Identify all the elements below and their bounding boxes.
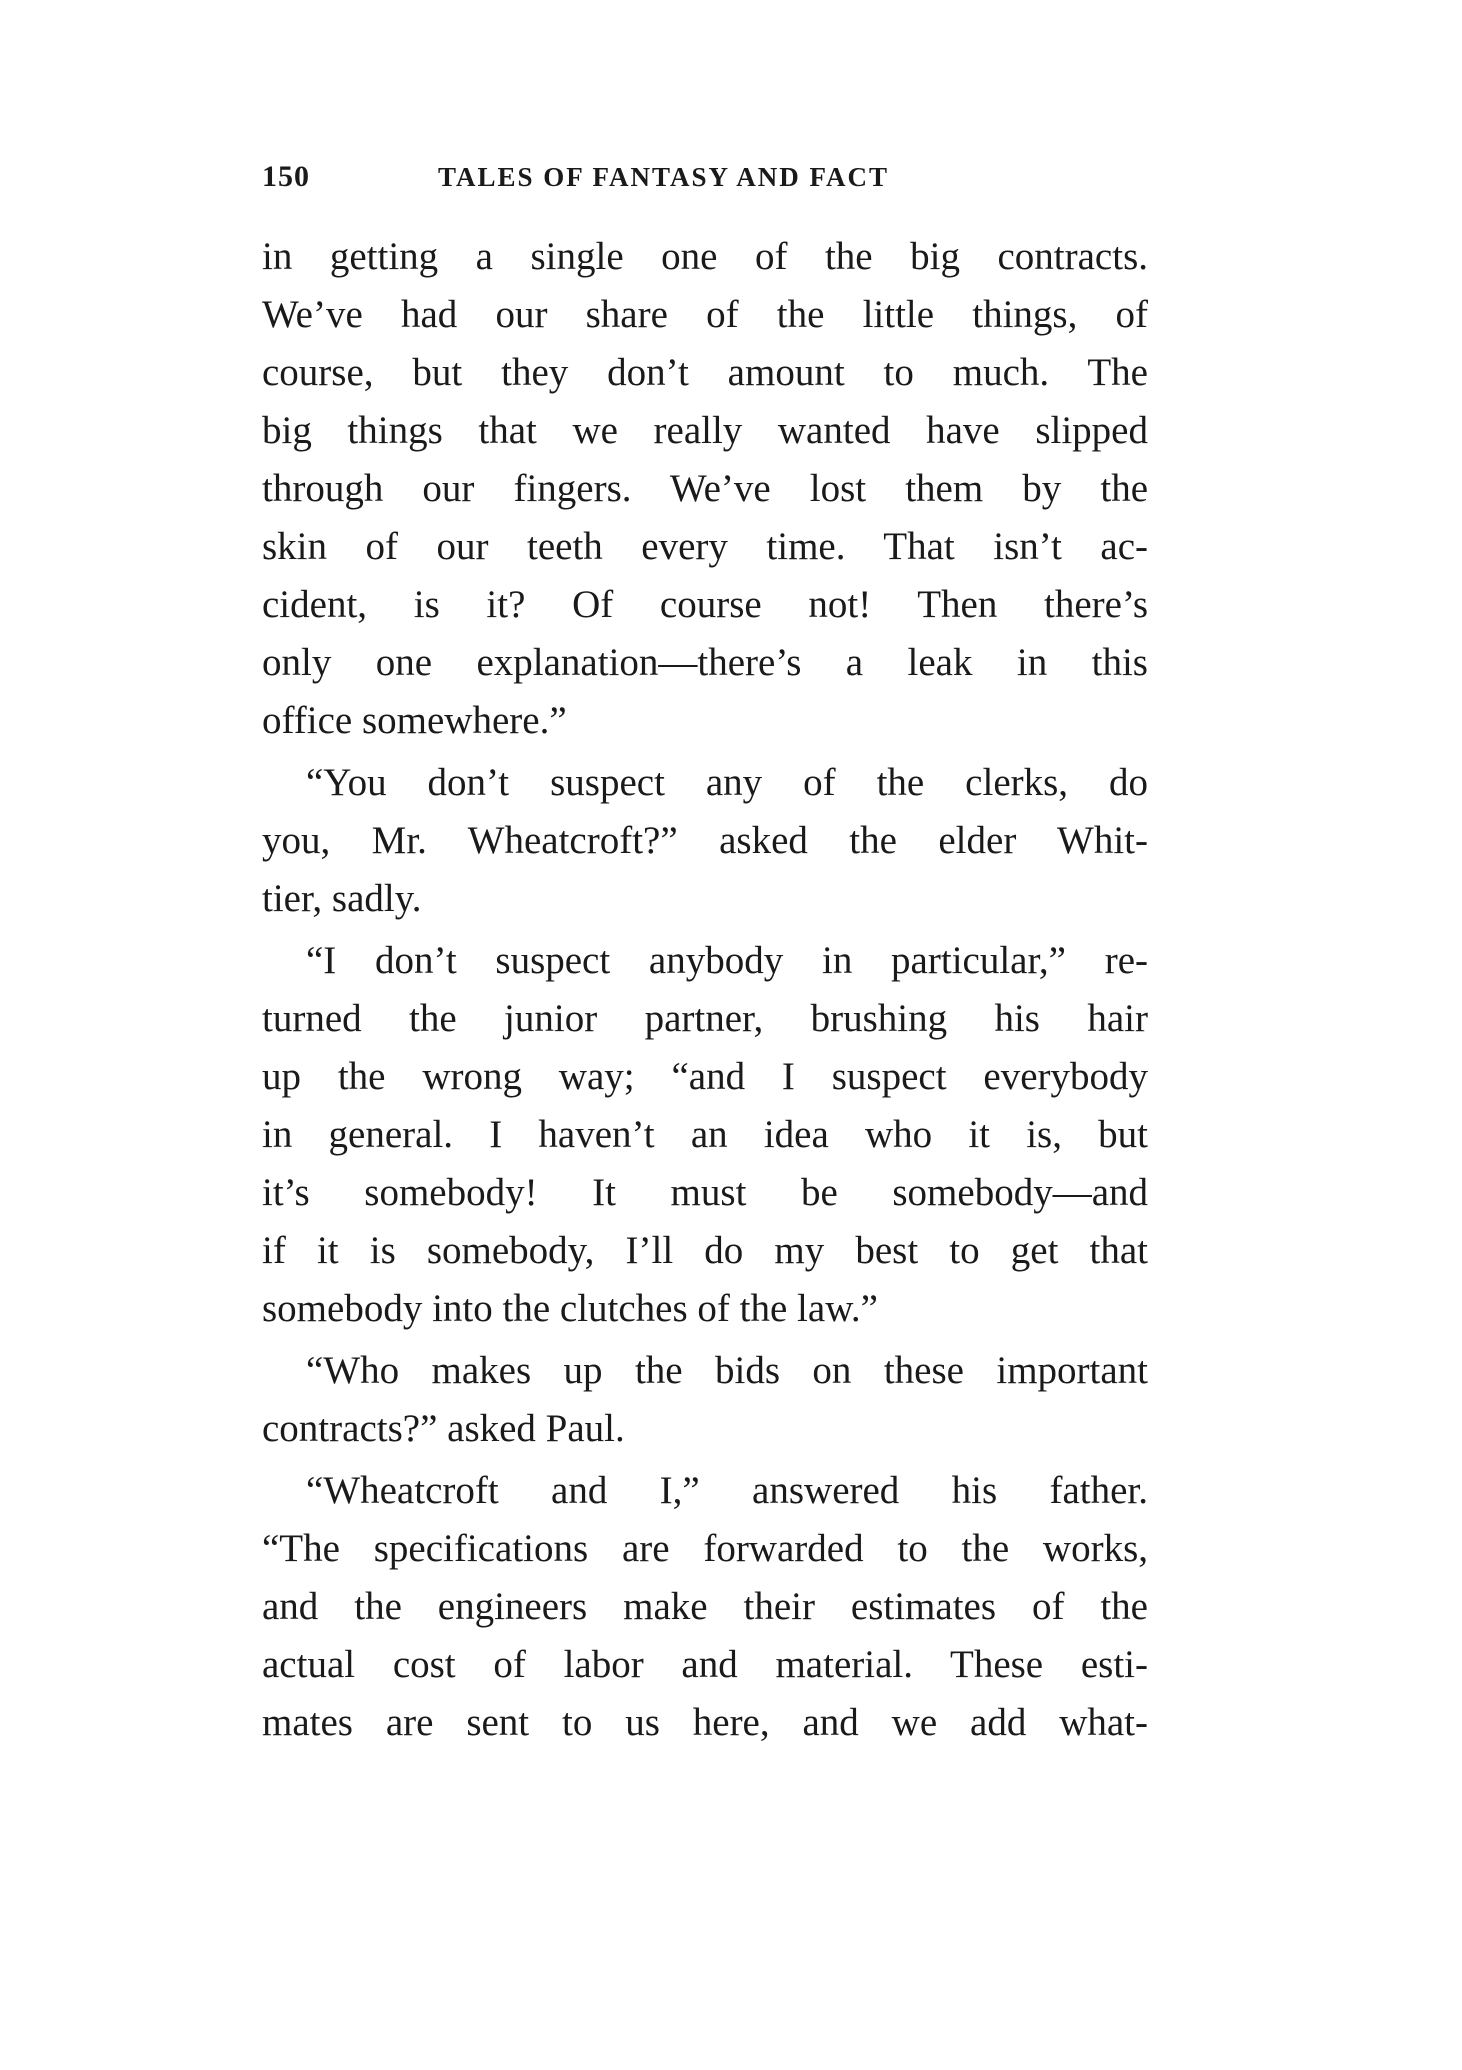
text-line: turned the junior partner, brushing his hair <box>262 997 1148 1040</box>
text-line: through our fingers. We’ve lost them by the <box>262 467 1148 510</box>
text-line: actual cost of labor and material. These esti- <box>262 1643 1148 1686</box>
text-line: “You don’t suspect any of the clerks, do <box>306 761 1148 804</box>
text-line: “Wheatcroft and I,” answered his father. <box>306 1469 1148 1512</box>
text-line: up the wrong way; “and I suspect everybody <box>262 1055 1148 1098</box>
text-line: if it is somebody, I’ll do my best to get that <box>262 1229 1148 1272</box>
body-text <box>262 228 1148 1752</box>
text-line: in getting a single one of the big contracts. <box>262 235 1148 278</box>
text-line: you, Mr. Wheatcroft?” asked the elder Whit- <box>262 819 1148 862</box>
text-line: only one explanation—there’s a leak in this <box>262 641 1148 684</box>
book-title: TALES OF FANTASY AND FACT <box>438 162 890 192</box>
text-line: mates are sent to us here, and we add what- <box>262 1701 1148 1744</box>
text-line: big things that we really wanted have slipped <box>262 409 1148 452</box>
text-line: “I don’t suspect anybody in particular,” re- <box>306 939 1148 982</box>
running-header <box>262 160 1162 200</box>
text-line: tier, sadly. <box>262 877 422 920</box>
text-line: and the engineers make their estimates of the <box>262 1585 1148 1628</box>
text-line: “Who makes up the bids on these important <box>306 1349 1148 1392</box>
text-line: “The specifications are forwarded to the works, <box>262 1527 1148 1570</box>
text-line: cident, is it? Of course not! Then there’s <box>262 583 1148 626</box>
text-line: office somewhere.” <box>262 699 567 742</box>
text-line: it’s somebody! It must be somebody—and <box>262 1171 1148 1214</box>
text-line: course, but they don’t amount to much. The <box>262 351 1148 394</box>
text-line: We’ve had our share of the little things, of <box>262 293 1148 336</box>
text-line: contracts?” asked Paul. <box>262 1407 625 1450</box>
text-line: somebody into the clutches of the law.” <box>262 1287 878 1330</box>
text-line: in general. I haven’t an idea who it is, but <box>262 1113 1148 1156</box>
text-line: skin of our teeth every time. That isn’t ac- <box>262 525 1148 568</box>
page-number: 150 <box>262 160 310 193</box>
